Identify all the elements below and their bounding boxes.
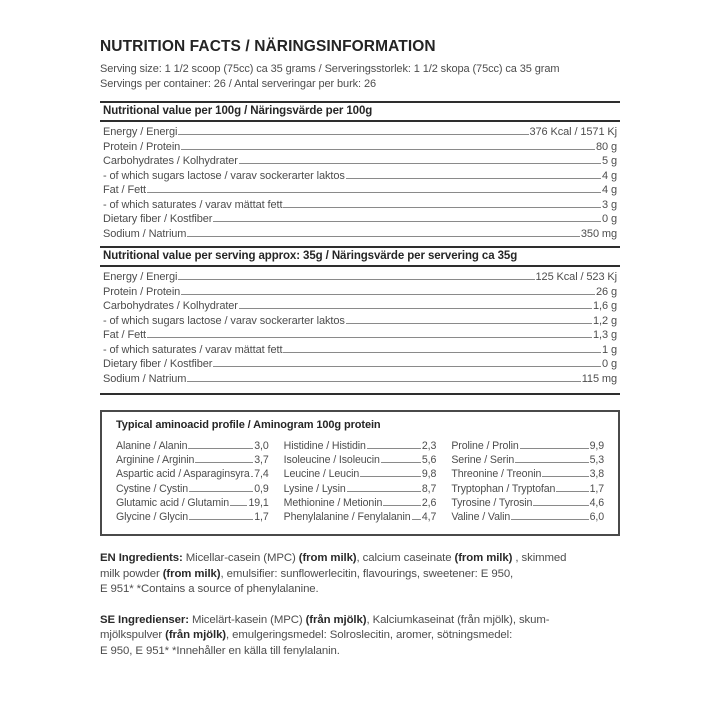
ingredient-segment: Micellar-casein (MPC) [182,552,299,565]
nutrient-label: Threonine / Treonin [451,468,542,481]
leader-line [239,155,601,164]
nutrient-row [103,344,617,359]
nutrient-label: Cystine / Cystin [116,482,188,495]
nutrient-value: 8,7 [421,482,437,495]
ingredient-segment: mjölkspulver [100,629,166,642]
nutrient-value: 6,0 [589,510,604,523]
leader-line [188,440,253,449]
nutrient-value: 0,9 [254,482,269,495]
amino-profile-box [100,410,620,536]
nutrient-row [284,454,437,468]
ingredient-segment: E 950, E 951* *Innehåller en källa till fenylalanin. [100,644,340,657]
nutrient-row [451,483,604,497]
nutrient-value: 5,6 [421,454,437,467]
leader-line [346,170,601,179]
nutrient-label: Valine / Valin [451,510,511,523]
nutrient-value: 9,9 [589,440,604,452]
ingredient-segment: , skimmed [512,552,567,565]
nutrient-value: 0 g [602,358,617,370]
nutrient-row [103,286,617,301]
nutrient-row [451,511,604,525]
leader-line [283,344,601,353]
leader-line [346,315,592,324]
amino-column-3 [451,440,604,525]
nutrient-row [103,141,617,156]
nutrient-row [116,483,269,497]
leader-line [520,440,589,449]
nutrient-label: Tyrosine / Tyrosin [451,496,533,509]
amino-column-2 [284,440,437,525]
leader-line [181,286,595,295]
nutrient-value: 9,8 [421,468,437,481]
nutrient-label: Serine / Serin [451,454,515,467]
nutrient-row [284,440,437,454]
nutrient-label: Methionine / Metionin [283,496,383,509]
ingredient-bold-segment: (från mjölk) [305,613,367,626]
leader-line [187,228,580,237]
leader-line [147,184,601,193]
nutrient-row [103,228,617,243]
nutrient-label: Glycine / Glycin [116,510,188,523]
nutrient-row [103,155,617,170]
nutrient-label: Fat / Fett [103,184,147,196]
nutrient-value: 7,4 [254,468,269,481]
nutrient-row [116,468,269,482]
nutrient-row [103,213,617,228]
ingredients-line [100,551,620,567]
ingredient-bold-segment: (from milk) [298,552,357,565]
nutrient-value: 80 g [595,140,617,153]
leader-line [181,141,595,150]
leader-line [147,329,592,338]
nutrient-row [116,497,269,511]
nutrient-label: Isoleucine / Isoleucin [283,454,380,467]
ingredient-bold-segment: (from milk) [162,567,221,580]
nutrient-label: Glutamic acid / Glutamin [116,496,229,509]
nutrient-label: - of which saturates / varav mättat fett [103,343,283,356]
leader-line [533,497,588,506]
nutrient-value: 3,0 [254,440,269,452]
nutrient-label: Alanine / Alanin [116,440,188,452]
nutrient-value: 125 Kcal / 523 Kj [535,271,617,283]
ingredient-segment: , calcium caseinate [356,552,455,565]
nutrient-value: 350 mg [580,227,617,240]
per-serving-header: Nutritional value per serving approx: 35g / Näringsvärde per servering ca 35g [100,246,620,267]
ingredients-se-paragraph [100,613,620,660]
amino-profile-grid [116,440,604,525]
ingredients-line [100,582,620,598]
nutrient-row [103,170,617,185]
nutrient-label: Protein / Protein [103,285,181,298]
amino-column-1 [116,440,269,525]
leader-line [189,483,253,492]
nutrient-row [451,468,604,482]
nutrition-label [100,0,620,659]
ingredient-bold-segment: (from milk) [454,552,513,565]
nutrient-label: Tryptophan / Tryptofan [451,482,556,495]
leader-line [213,213,601,222]
per-100g-table [100,101,620,242]
nutrient-label: Energy / Energi [103,271,178,283]
nutrient-row [284,497,437,511]
leader-line [383,497,421,506]
nutrient-row [103,126,617,141]
nutrient-label: Dietary fiber / Kostfiber [103,213,213,225]
nutrient-value: 4 g [602,184,617,196]
nutrient-row [103,358,617,373]
nutrient-label: Protein / Protein [103,140,181,153]
nutrient-row [103,315,617,330]
nutrient-label: Histidine / Histidin [283,440,366,452]
nutrient-label: Sodium / Natrium [103,227,187,240]
nutrient-value: 5 g [602,155,617,167]
leader-line [515,454,588,463]
nutrient-value: 4,6 [589,496,604,509]
nutrient-value: 3,7 [254,454,269,467]
nutrient-value: 376 Kcal / 1571 Kj [529,126,617,138]
per-serving-table [100,246,620,395]
nutrient-row [103,184,617,199]
ingredient-segment: Micelärt-kasein (MPC) [188,613,306,626]
leader-line [213,358,601,367]
nutrient-value: 4 g [602,169,617,182]
ingredients-line [100,613,620,629]
nutrient-row [284,483,437,497]
nutrient-label: Phenylalanine / Fenylalanin [283,510,411,523]
nutrient-row [103,373,617,388]
nutrient-label: Leucine / Leucin [283,468,360,481]
nutrient-label: - of which sugars lactose / varav sockerarter laktos [103,314,345,327]
ingredient-bold-segment: EN Ingredients: [100,552,183,565]
servings-per-container-line: Servings per container: 26 / Antal serveringar per burk: 26 [100,78,376,90]
nutrient-row [116,454,269,468]
nutrient-value: 115 mg [581,372,617,385]
nutrient-row [103,199,617,214]
nutrient-row [284,511,437,525]
amino-profile-header: Typical aminoacid profile / Aminogram 100g protein [116,419,381,431]
nutrient-row [284,468,437,482]
nutrient-value: 19,1 [248,496,269,509]
nutrient-label: - of which sugars lactose / varav sockerarter laktos [103,169,345,182]
nutrient-row [451,440,604,454]
nutrient-row [116,440,269,454]
nutrient-value: 1,3 g [593,329,617,341]
ingredients-line [100,644,620,660]
ingredient-bold-segment: (från mjölk) [165,629,226,642]
ingredient-segment: E 951* *Contains a source of phenylalanine. [100,583,319,596]
ingredients-en-paragraph [100,551,620,598]
leader-line [511,511,588,520]
nutrient-row [451,454,604,468]
nutrient-value: 0 g [602,213,617,225]
leader-line [187,373,580,382]
nutrient-row [103,271,617,286]
leader-line [230,497,247,506]
ingredients-line [100,628,620,644]
nutrient-label: Aspartic acid / Asparaginsyra [116,468,250,481]
leader-line [195,454,253,463]
serving-size-line: Serving size: 1 1/2 scoop (75cc) ca 35 grams / Serveringsstorlek: 1 1/2 skopa (75cc) ca 35 gram [100,63,560,75]
nutrient-value: 3 g [602,198,617,211]
leader-line [283,199,601,208]
nutrient-label: Sodium / Natrium [103,372,187,385]
ingredient-bold-segment: SE Ingredienser: [100,613,189,626]
nutrient-value: 4,7 [421,510,437,523]
per-serving-rows [100,271,620,387]
nutrient-row [451,497,604,511]
leader-line [381,454,421,463]
per-100g-rows [100,126,620,242]
nutrient-row [103,300,617,315]
nutrient-value: 5,3 [589,454,604,467]
nutrient-value: 1,6 g [593,300,617,312]
leader-line [542,468,588,477]
ingredient-segment: milk powder [100,567,163,580]
nutrient-value: 26 g [595,285,617,298]
per-100g-header: Nutritional value per 100g / Näringsvärde per 100g [100,101,620,122]
nutrient-value: 1,2 g [593,314,617,327]
leader-line [178,126,528,135]
leader-line [239,300,592,309]
nutrient-value: 1 g [602,343,617,356]
nutrient-label: Proline / Prolin [451,440,519,452]
nutrient-value: 2,3 [421,440,437,452]
nutrient-row [116,511,269,525]
nutrient-label: Dietary fiber / Kostfiber [103,358,213,370]
nutrient-label: Carbohydrates / Kolhydrater [103,155,238,167]
ingredient-segment: , emulsifier: sunflowerlecitin, flavourings, sweetener: E 950, [220,567,514,580]
leader-line [178,271,534,280]
leader-line [367,440,421,449]
leader-line [251,468,254,477]
nutrient-label: - of which saturates / varav mättat fett [103,198,283,211]
nutrient-row [103,329,617,344]
nutrient-label: Arginine / Arginin [116,454,195,467]
page-title: NUTRITION FACTS / NÄRINGSINFORMATION [100,38,436,55]
leader-line [189,511,253,520]
leader-line [360,468,421,477]
nutrient-value: 3,8 [589,468,604,481]
nutrient-value: 1,7 [254,510,269,523]
ingredients-line [100,567,620,583]
leader-line [412,511,421,520]
nutrient-label: Lysine / Lysin [283,482,346,495]
nutrient-label: Fat / Fett [103,329,147,341]
ingredient-segment: , Kalciumkaseinat (från mjölk), skum- [366,613,550,626]
ingredient-segment: , emulgeringsmedel: Solroslecitin, aromer, sötningsmedel: [226,629,513,642]
nutrient-label: Carbohydrates / Kolhydrater [103,300,238,312]
nutrient-value: 2,6 [421,496,437,509]
leader-line [556,483,588,492]
leader-line [347,483,421,492]
nutrient-value: 1,7 [589,482,604,495]
nutrient-label: Energy / Energi [103,126,178,138]
